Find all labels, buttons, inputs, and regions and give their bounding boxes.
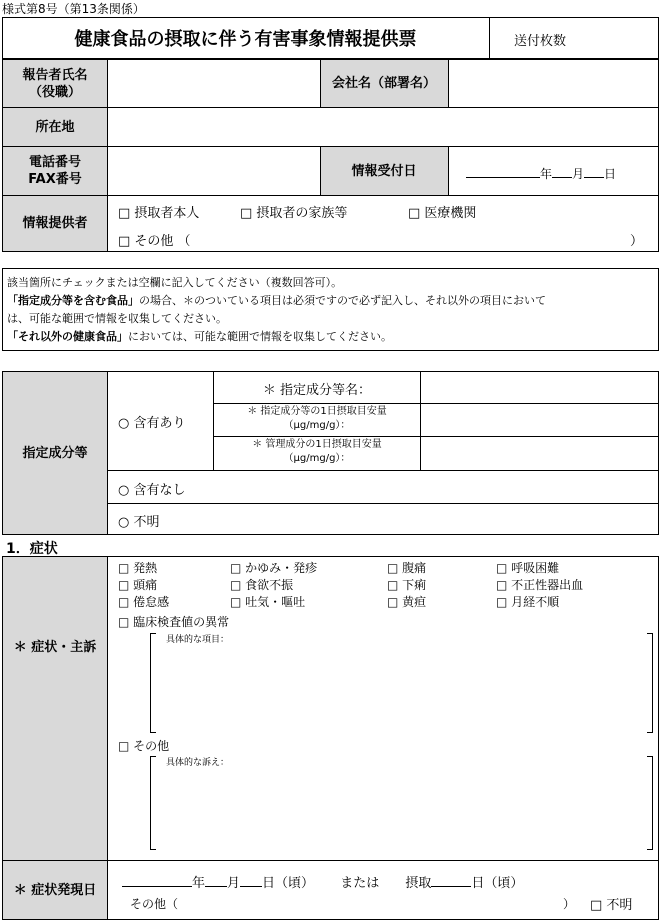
symptom-bleeding[interactable]: □ 不正性器出血 <box>496 578 584 592</box>
ingredient-name-label: ＊ 指定成分等名： <box>262 383 372 398</box>
notes-text: 該当箇所にチェックまたは空欄に記入してください（複数回答可）。 「指定成分等を含む食品」の場合、＊のついている項目は必須ですので必ず記入し、それ以外の項目において は、可能な範囲で情報を収集してください。 「それ以外の健康食品」においては、可能な範囲で情報を収集してください。 <box>7 276 546 343</box>
company-label: 会社名（部署名） <box>331 76 436 91</box>
onset-unknown-checkbox[interactable]: □ 不明 <box>590 898 633 913</box>
symptom-menstrual[interactable]: □ 月経不順 <box>496 595 560 609</box>
mgmt-amount-field[interactable] <box>421 437 658 470</box>
received-date-field[interactable]: 年 月 日 <box>466 164 616 182</box>
symptom-headache[interactable]: □ 頭痛 <box>118 578 158 592</box>
unknown-radio[interactable]: ○ 不明 <box>118 515 160 530</box>
symptom-col-3[interactable] <box>387 560 426 611</box>
provider-self-checkbox[interactable]: □ 摂取者本人 <box>118 206 200 221</box>
symptom-col-4[interactable] <box>496 560 583 611</box>
provider-other-checkbox[interactable]: □ その他 （ <box>118 234 191 249</box>
address-field[interactable] <box>108 108 658 146</box>
symptom-appetite[interactable]: □ 食欲不振 <box>230 578 294 592</box>
symptom-col-1[interactable] <box>118 560 169 611</box>
daily-amount-label: ＊ 指定成分等の1日摂取目安量 （μg/mg/g）： <box>247 406 387 431</box>
sheets-label: 送付枚数 <box>514 34 567 49</box>
daily-amount-field[interactable] <box>421 404 658 436</box>
form-number: 様式第8号（第13条関係） <box>2 2 145 16</box>
onset-other-field[interactable]: その他（ <box>130 897 179 911</box>
specific-complaints-label: 具体的な訴え： <box>166 758 230 768</box>
ingredient-name-field[interactable] <box>421 372 658 403</box>
contains-radio[interactable]: ○ 含有あり <box>118 416 186 431</box>
onset-label: ＊ 症状発現日 <box>13 882 97 898</box>
phone-fax-label: 電話番号 FAX番号 <box>28 155 82 187</box>
specific-items-field[interactable] <box>158 645 643 729</box>
mgmt-amount-label: ＊ 管理成分の1日摂取目安量 （μg/mg/g）： <box>252 439 382 464</box>
phone-fax-field[interactable] <box>108 147 320 195</box>
symptom-other[interactable]: □ その他 <box>118 739 170 753</box>
onset-date-field[interactable]: 年 月 日（頃） または 摂取 日（頃） <box>122 872 523 891</box>
symptom-jaundice[interactable]: □ 黄疸 <box>387 595 427 609</box>
symptom-nausea[interactable]: □ 吐気・嘔吐 <box>230 595 306 609</box>
symptom-diarrhea[interactable]: □ 下痢 <box>387 578 427 592</box>
reporter-name-label: 報告者氏名 （役職） <box>22 67 88 100</box>
symptom-abdominal-pain[interactable]: □ 腹痛 <box>387 561 427 575</box>
provider-label: 情報提供者 <box>22 216 88 231</box>
received-date-label: 情報受付日 <box>351 163 417 179</box>
onset-other-close: ） <box>563 897 576 911</box>
symptom-col-2[interactable] <box>230 560 317 611</box>
ingredients-label: 指定成分等 <box>22 445 88 461</box>
symptom-dyspnea[interactable]: □ 呼吸困難 <box>496 561 560 575</box>
symptom-fever[interactable]: □ 発熱 <box>118 561 158 575</box>
page-title: 健康食品の摂取に伴う有害事象情報提供票 <box>74 29 417 50</box>
symptoms-label: ＊ 症状・主訴 <box>13 639 97 655</box>
contains-none-radio[interactable]: ○ 含有なし <box>118 483 186 498</box>
reporter-name-field[interactable] <box>108 60 320 107</box>
address-label: 所在地 <box>35 119 75 135</box>
symptom-fatigue[interactable]: □ 倦怠感 <box>118 595 170 609</box>
specific-items-label: 具体的な項目： <box>166 635 230 645</box>
symptom-lab-abnormal[interactable]: □ 臨床検査値の異常 <box>118 615 230 629</box>
specific-complaints-field[interactable] <box>158 768 643 846</box>
provider-medical-checkbox[interactable]: □ 医療機関 <box>408 206 477 221</box>
provider-other-close: ） <box>630 234 644 249</box>
company-field[interactable] <box>449 60 658 107</box>
section-title-symptoms: 1．症状 <box>6 541 58 557</box>
symptom-itching[interactable]: □ かゆみ・発疹 <box>230 561 318 575</box>
provider-family-checkbox[interactable]: □ 摂取者の家族等 <box>240 206 348 221</box>
